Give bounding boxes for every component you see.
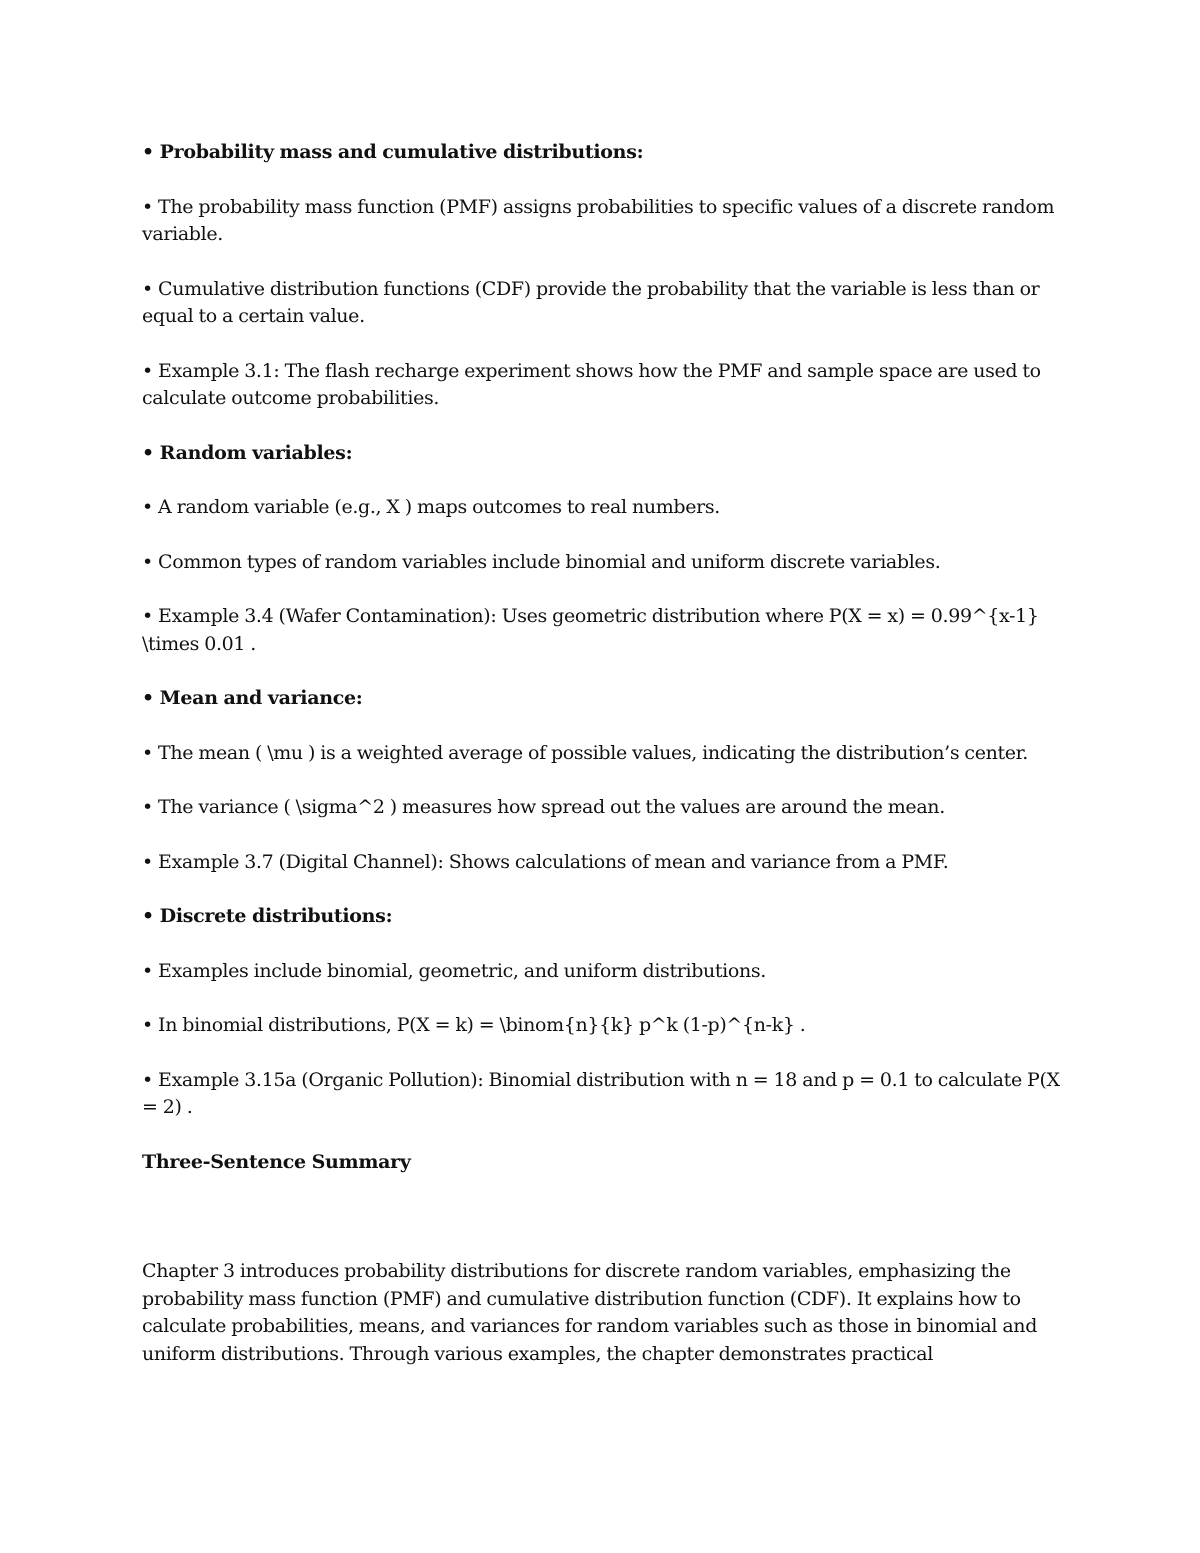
bullet-pmf-definition: • The probability mass function (PMF) assigns probabilities to specific values of a discrete random variable. xyxy=(142,195,1055,245)
bullet-example-3-15a: • Example 3.15a (Organic Pollution): Binomial distribution with n = 18 and p = 0.1 to calculate P(X = 2) . xyxy=(142,1068,1060,1118)
bullet-cdf-definition: • Cumulative distribution functions (CDF) provide the probability that the variable is less than or equal to a certain value. xyxy=(142,277,1040,327)
section-heading-random-variables: • Random variables: xyxy=(142,441,353,464)
bullet-common-types: • Common types of random variables include binomial and uniform discrete variables. xyxy=(142,550,941,573)
bullet-examples-distributions: • Examples include binomial, geometric, and uniform distributions. xyxy=(142,959,766,982)
bullet-mean-definition: • The mean ( \mu ) is a weighted average of possible values, indicating the distribution’s center. xyxy=(142,741,1028,764)
bullet-example-3-4: • Example 3.4 (Wafer Contamination): Uses geometric distribution where P(X = x) = 0.99^{x-1} \times 0.01 . xyxy=(142,605,1039,655)
bullet-binomial-formula: • In binomial distributions, P(X = k) = \binom{n}{k} p^k (1-p)^{n-k} . xyxy=(142,1014,806,1036)
section-heading-mean-variance: • Mean and variance: xyxy=(142,687,363,709)
bullet-random-variable-definition: • A random variable (e.g., X ) maps outcomes to real numbers. xyxy=(142,496,720,518)
bullet-variance-definition: • The variance ( \sigma^2 ) measures how spread out the values are around the mean. xyxy=(142,796,945,818)
summary-text: Chapter 3 introduces probability distributions for discrete random variables, emphasizing the probability mass function (PMF) and cumulative distribution function (CDF). It explains how to calculate probabilities, means, and variances for random variables such as those in binomial and uniform distributions. Through various examples, the chapter demonstrates practical xyxy=(142,1260,1038,1365)
document-page xyxy=(142,139,1060,1368)
summary-title: Three-Sentence Summary xyxy=(142,1150,411,1173)
bullet-example-3-7: • Example 3.7 (Digital Channel): Shows calculations of mean and variance from a PMF. xyxy=(142,850,949,873)
section-heading-pmf-cdf: • Probability mass and cumulative distributions: xyxy=(142,141,644,163)
section-heading-discrete-distributions: • Discrete distributions: xyxy=(142,905,393,927)
bullet-example-3-1: • Example 3.1: The flash recharge experiment shows how the PMF and sample space are used to calculate outcome probabilities. xyxy=(142,359,1041,409)
